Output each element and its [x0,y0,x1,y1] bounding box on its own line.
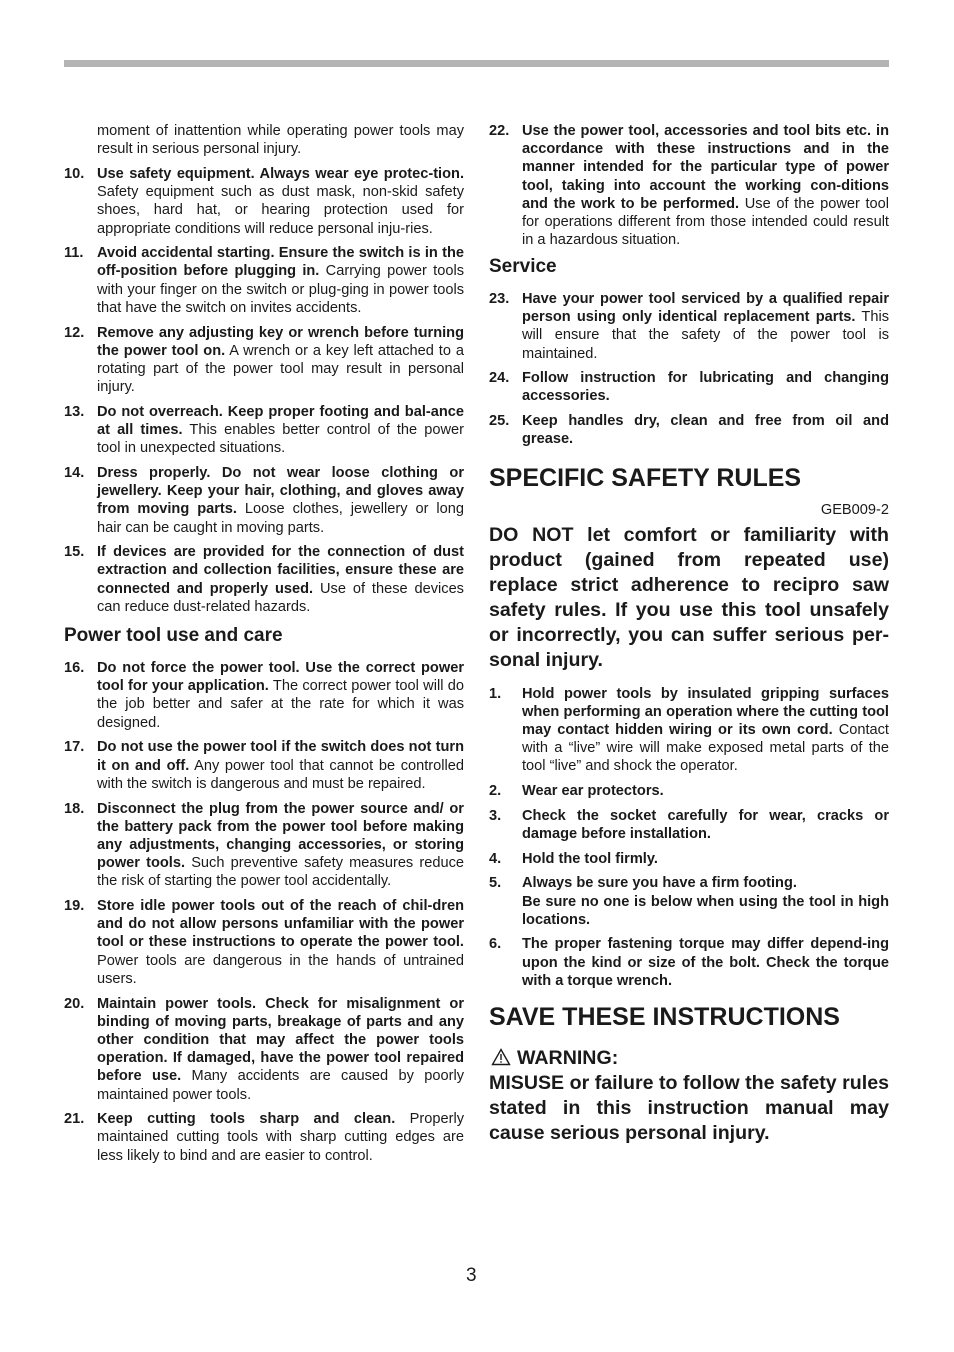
item-number: 2. [489,783,502,800]
item-text: Safety equipment such as dust mask, non-skid safety shoes, hard hat, or hearing protection used for appropriate conditions will reduce personal inju-ries. [97,184,464,237]
save-instructions-heading: SAVE THESE INSTRUCTIONS [489,1003,840,1032]
item-text: A wrench or a key left attached to a rotating part of the power tool may result in personal injury. [97,342,464,396]
item-number: 17. [64,739,85,756]
specific-item-4 [489,850,889,868]
item-bold-text: Disconnect the plug from the power source and/ or the battery pack from the power tool before making any adjustments, changing accessories, or storing power tools. [97,800,464,872]
specific-safety-list [489,685,889,991]
item-text: Such preventive safety measures reduce the risk of starting the power tool accidentally. [97,855,464,890]
specific-safety-intro: DO NOT let comfort or familiarity with product (gained from repeated use) replace strict adherence to recipro saw safety rules. If you use this tool unsafely or incorrectly, you can suffer serious per-sonal injury. [489,523,889,671]
service-heading: Service [489,255,557,277]
item-number: 16. [64,660,85,677]
warning-label: WARNING: [489,1046,889,1071]
item-bold-text: Hold power tools by insulated gripping surfaces when performing an operation where the cutting tool may contact hidden wiring or its own cord. [522,685,889,738]
item-bold-text: Keep cutting tools sharp and clean. [97,1111,396,1128]
list-item-18 [64,800,464,891]
item-bold-text: The proper fastening torque may differ depend-ing upon the kind or size of the bolt. Check the torque with a torque wrench. [522,936,889,989]
list-item-10 [64,165,464,238]
right-column [489,122,889,1146]
item-bold-text: Do not use the power tool if the switch does not turn it on and off. [97,739,464,774]
header-rule [64,60,889,67]
item-text: Use of these devices can reduce dust-related hazards. [97,580,464,615]
item-number: 15. [64,544,85,561]
item-bold-text: Always be sure you have a firm footing. [522,875,797,892]
item-text: Power tools are dangerous in the hands of untrained users. [97,952,464,987]
item-number: 6. [489,936,502,953]
item-bold-text: Maintain power tools. Check for misalignment or binding of moving parts, breakage of parts and any other condition that may affect the power tools operation. If damaged, have the power tool repaired before use. [97,995,464,1085]
list-item-14 [64,464,464,537]
power-tool-use-heading: Power tool use and care [64,625,283,647]
list-item-23 [489,290,889,363]
item-bold-text: Hold the tool firmly. [522,850,658,867]
item-number: 10. [64,165,85,182]
item-number: 4. [489,850,502,867]
item-bold-text: Check the socket carefully for wear, cracks or damage before installation. [522,807,889,842]
list-item-24 [489,369,889,405]
item-bold-text: If devices are provided for the connection of dust extraction and collection facilities, ensure these are connected and properly used. [97,544,464,597]
continued-text: moment of inattention while operating power tools may result in serious personal injury. [97,123,464,158]
page-number: 3 [466,1265,477,1286]
item-number: 5. [489,875,502,892]
item-bold-text: Use safety equipment. Always wear eye protec-tion. [97,165,464,182]
list-item-21 [64,1110,464,1165]
list-item-25 [489,412,889,448]
item-number: 11. [64,245,84,262]
specific-safety-heading: SPECIFIC SAFETY RULES [489,463,802,492]
item-number: 24. [489,370,510,387]
item-bold-text: Wear ear protectors. [522,783,664,800]
item-bold-text: Do not force the power tool. Use the correct power tool for your application. [97,660,464,695]
item-bold-text: Store idle power tools out of the reach of chil-dren and do not allow persons unfamiliar with the power tool or these instructions to operate the power tool. [97,898,464,951]
list-item-15 [64,543,464,616]
list-item-16 [64,659,464,732]
list-item-19 [64,897,464,988]
item-number: 12. [64,324,85,341]
list-item-12 [64,324,464,397]
item-text: Many accidents are caused by poorly maintained power tools. [97,1068,464,1103]
item-number: 19. [64,898,85,915]
specific-item-1 [489,685,889,776]
item-number: 25. [489,413,510,430]
left-column [64,122,464,1171]
item-number: 20. [64,995,85,1012]
power-tool-use-list [64,659,464,1165]
item-number: 1. [489,685,502,702]
item-bold-text: Keep handles dry, clean and free from oil and grease. [522,413,889,448]
warning-text: MISUSE or failure to follow the safety rules stated in this instruction manual may cause serious personal injury. [489,1072,889,1145]
item-text: This will ensure that the safety of the power tool is maintained. [522,309,889,362]
item-text: The correct power tool will do the job better and safer at the rate for which it was designed. [97,678,464,731]
item-extra-text: Be sure no one is below when using the tool in high locations. [522,893,889,928]
list-item-20 [64,995,464,1104]
specific-item-5 [489,874,889,929]
item-text: Contact with a “live” wire will make exposed metal parts of the tool “live” and shock the operator. [522,721,889,775]
item-number: 23. [489,290,510,307]
list-item-13 [64,403,464,458]
item-number: 18. [64,800,85,817]
list-item-17 [64,738,464,793]
service-list [489,290,889,449]
item-number: 13. [64,403,85,420]
item-bold-text: Dress properly. Do not wear loose clothing or jewellery. Keep your hair, clothing, and gloves away from moving parts. [97,464,464,518]
specific-item-3 [489,807,889,843]
specific-item-2 [489,782,889,800]
item-text: Any power tool that cannot be controlled with the switch is dangerous and must be repaired. [97,757,464,792]
item-bold-text: Follow instruction for lubricating and changing accessories. [522,370,889,405]
item-text: Loose clothes, jewellery or long hair can be caught in moving parts. [97,501,465,536]
item-bold-text: Do not overreach. Keep proper footing and bal-ance at all times. [97,403,464,439]
warning-triangle-icon [491,1048,511,1066]
item-bold-text: Remove any adjusting key or wrench before turning the power tool on. [97,324,464,359]
item-text: This enables better control of the power tool in unexpected situations. [97,422,464,457]
item-bold-text: Avoid accidental starting. Ensure the switch is in the off-position before plugging in. [97,245,464,280]
list-item-11 [64,244,464,317]
item-bold-text: Have your power tool serviced by a qualified repair person using only identical replacement parts. [522,290,889,326]
item-number: 3. [489,807,502,824]
list-item-22: 22. Use the power tool, accessories and tool bits etc. in accordance with these instructions and in the manner intended for the particular type of power tool, taking into account the working con-ditions and the work to be performed. Use of the power tool for operations different from those intended could result in a hazardous situation. [489,123,890,249]
item-text: Properly maintained cutting tools with sharp cutting edges are less likely to bind and are easier to control. [97,1111,464,1164]
general-safety-list [64,165,464,616]
specific-item-6 [489,935,889,990]
document-code: GEB009-2 [820,501,889,518]
item-number: 21. [64,1111,85,1128]
item-number: 14. [64,464,85,481]
item-text: Carrying power tools with your finger on the switch or plug-ging in power tools that have the switch on invites accidents. [97,263,465,316]
